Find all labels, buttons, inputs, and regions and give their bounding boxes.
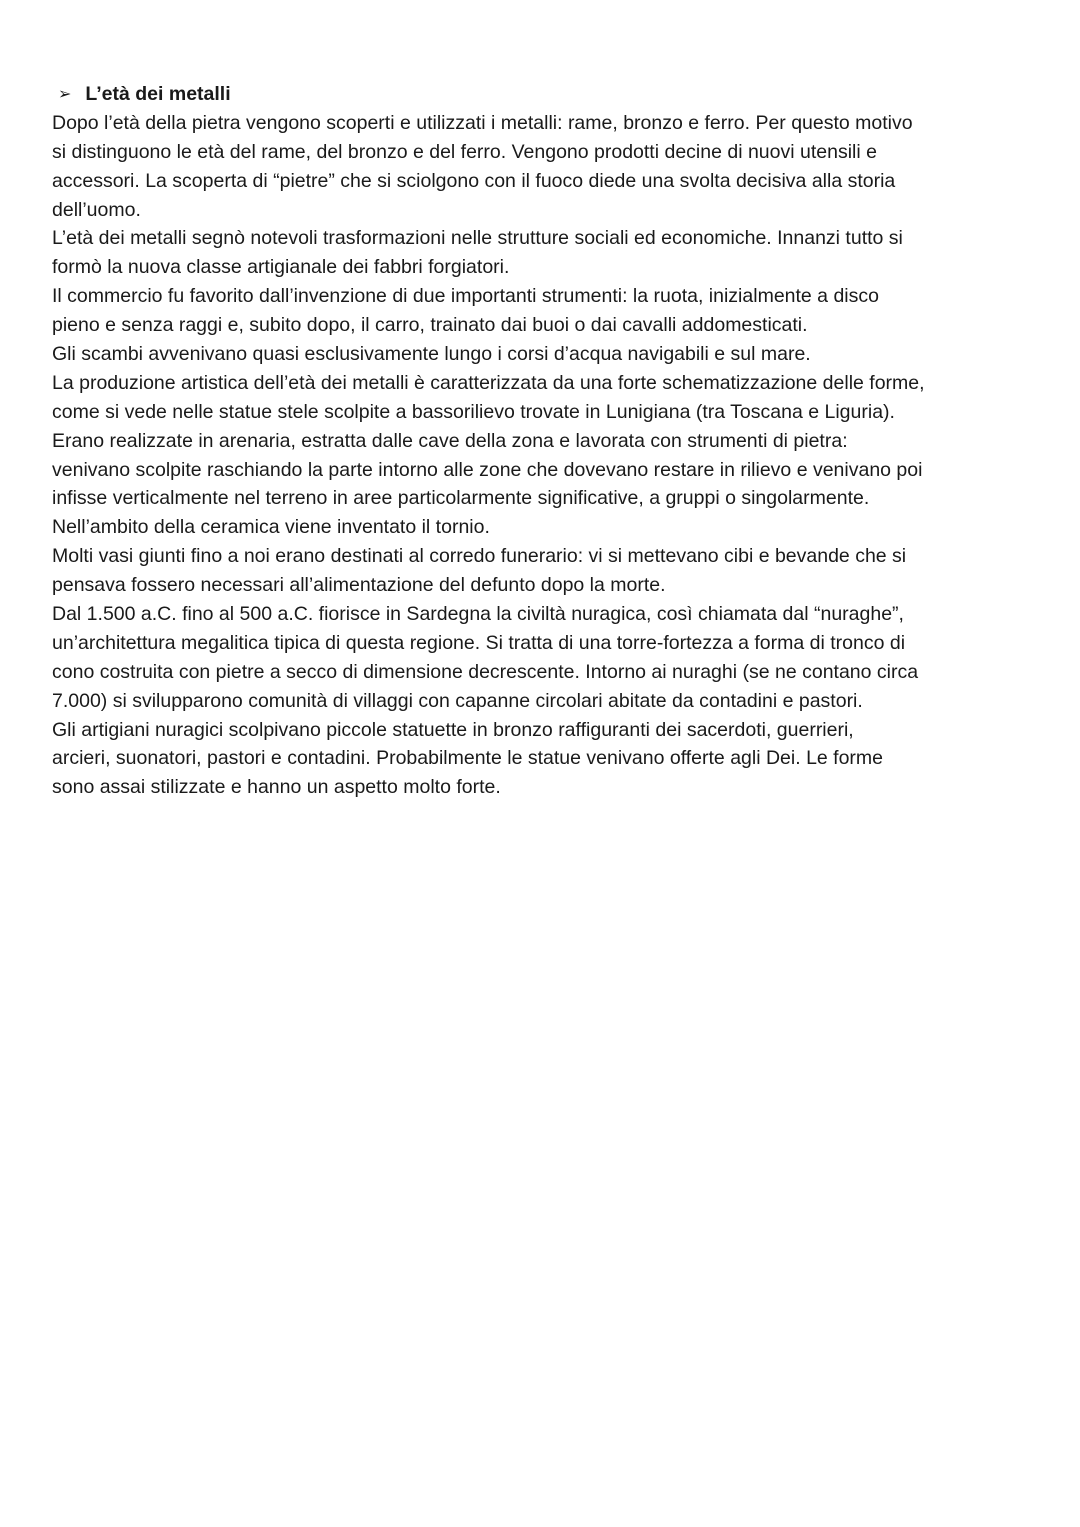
text-line: 7.000) si svilupparono comunità di villaggi con capanne circolari abitate da contadini e pastori. (52, 689, 863, 712)
text-line: Dal 1.500 a.C. fino al 500 a.C. fiorisce in Sardegna la civiltà nuragica, così chiamata dal “nuraghe”, (52, 603, 904, 626)
text-line: dell’uomo. (52, 198, 141, 221)
section-heading (58, 80, 1042, 109)
text-line: pieno e senza raggi e, subito dopo, il carro, trainato dai buoi o dai cavalli addomesticati. (52, 314, 808, 337)
text-line: venivano scolpite raschiando la parte intorno alle zone che dovevano restare in rilievo e venivano poi (52, 458, 923, 481)
text-line: L’età dei metalli segnò notevoli trasformazioni nelle strutture sociali ed economiche. Innanzi tutto si (52, 227, 903, 250)
text-line: Gli artigiani nuragici scolpivano piccole statuette in bronzo raffiguranti dei sacerdoti, guerrieri, (52, 718, 854, 741)
text-line: formò la nuova classe artigianale dei fabbri forgiatori. (52, 256, 510, 279)
text-line: come si vede nelle statue stele scolpite a bassorilievo trovate in Lunigiana (tra Toscana e Liguria). (52, 400, 895, 423)
text-line: cono costruita con pietre a secco di dimensione decrescente. Intorno ai nuraghi (se ne contano circa (52, 660, 919, 683)
body-text (52, 109, 1042, 802)
text-line: Dopo l’età della pietra vengono scoperti e utilizzati i metalli: rame, bronzo e ferro. Per questo motivo (52, 111, 913, 134)
text-line: pensava fossero necessari all’alimentazione del defunto dopo la morte. (52, 574, 666, 597)
text-line: accessori. La scoperta di “pietre” che si sciolgono con il fuoco diede una svolta decisiva alla storia (52, 169, 896, 192)
text-line: sono assai stilizzate e hanno un aspetto molto forte. (52, 776, 501, 799)
document-page (52, 80, 1042, 802)
text-line: Il commercio fu favorito dall’invenzione di due importanti strumenti: la ruota, inizialmente a disco (52, 285, 879, 308)
text-line: Molti vasi giunti fino a noi erano destinati al corredo funerario: vi si mettevano cibi e bevande che si (52, 545, 907, 568)
text-line: si distinguono le età del rame, del bronzo e del ferro. Vengono prodotti decine di nuovi utensili e (52, 140, 877, 163)
text-line: Gli scambi avvenivano quasi esclusivamente lungo i corsi d’acqua navigabili e sul mare. (52, 343, 811, 366)
section-title: L’età dei metalli (85, 83, 231, 105)
arrow-bullet-icon: ➢ (58, 84, 72, 103)
text-line: un’architettura megalitica tipica di questa regione. Si tratta di una torre-fortezza a forma di tronco di (52, 631, 906, 654)
text-line: La produzione artistica dell’età dei metalli è caratterizzata da una forte schematizzazione delle forme, (52, 371, 925, 394)
text-line: Nell’ambito della ceramica viene inventato il tornio. (52, 516, 490, 539)
text-line: arcieri, suonatori, pastori e contadini. Probabilmente le statue venivano offerte agli Dei. Le forme (52, 747, 884, 770)
text-line: Erano realizzate in arenaria, estratta dalle cave della zona e lavorata con strumenti di pietra: (52, 429, 848, 452)
text-line: infisse verticalmente nel terreno in aree particolarmente significative, a gruppi o singolarmente. (52, 487, 870, 510)
